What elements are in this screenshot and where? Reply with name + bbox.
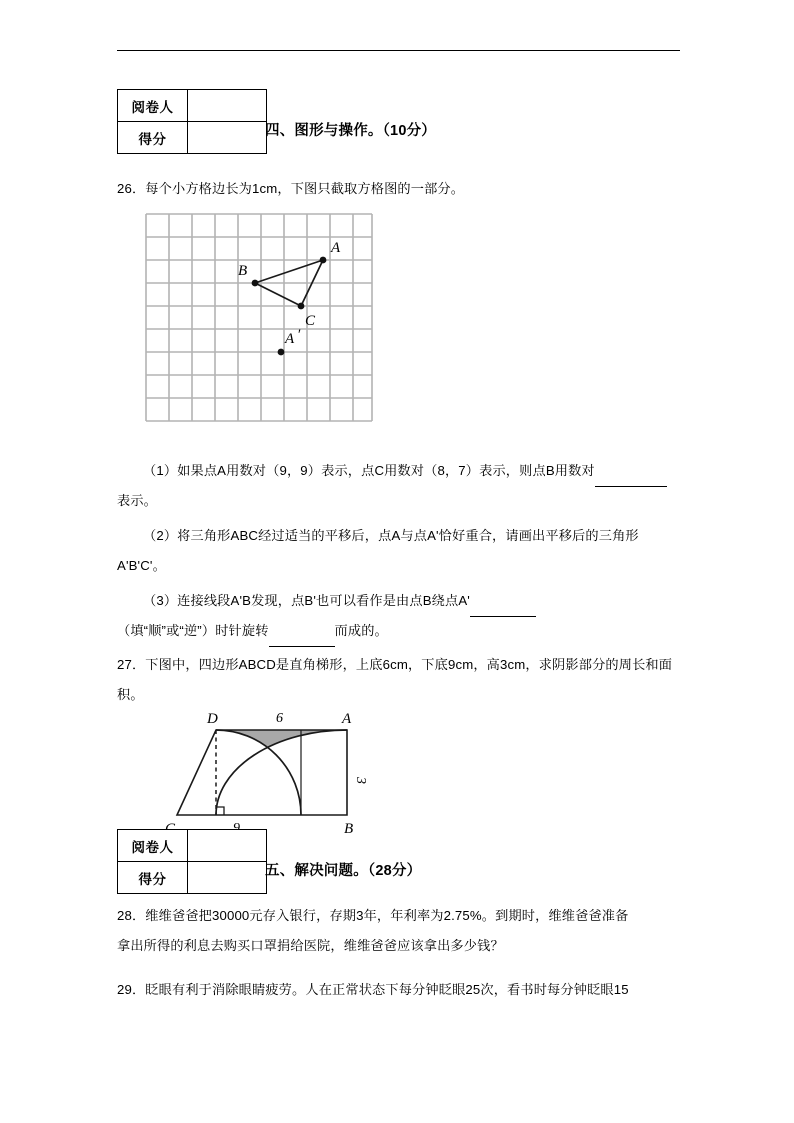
- score-label-5: 得分: [118, 862, 188, 894]
- score-label-4: 得分: [118, 122, 188, 154]
- dim-height: 3: [353, 777, 368, 784]
- table-row: [118, 862, 267, 894]
- table-row: [118, 830, 267, 862]
- shade-cut-lower: [216, 730, 301, 815]
- q26-p1-text: （1）如果点A用数对（9，9）表示，点C用数对（8，7）表示，则点B用数对: [143, 463, 595, 478]
- point-c: [298, 303, 305, 310]
- question-27-figure: [160, 706, 390, 836]
- point-a-prime: [278, 349, 285, 356]
- q26-p3-blank-1[interactable]: [470, 586, 536, 617]
- q26-p3-text-a: （3）连接线段A'B发现，点B'也可以看作是由点B绕点A': [143, 593, 470, 608]
- q26-p3-text-c: 而成的。: [334, 623, 388, 638]
- table-row: [118, 90, 267, 122]
- question-26-stem: 26．每个小方格边长为1cm，下图只截取方格图的一部分。: [117, 181, 465, 196]
- grading-table-section-four: [117, 89, 267, 154]
- point-a: [320, 257, 327, 264]
- section-heading-five: 五、解决问题。（28分）: [265, 863, 422, 879]
- question-26-part1-line1: [117, 456, 667, 487]
- score-blank-4[interactable]: [188, 122, 267, 154]
- question-27-stem: 27．下图中，四边形ABCD是直角梯形，上底6cm，下底9cm，高3cm，求阴影部分的周长和面积。: [117, 657, 673, 702]
- header-rule: [117, 50, 680, 51]
- section-heading-four: 四、图形与操作。（10分）: [265, 123, 436, 139]
- question-26-figure: [145, 213, 381, 432]
- question-26-part3-line2: [117, 616, 388, 647]
- reviewer-blank-4[interactable]: [188, 90, 267, 122]
- question-26-part3-line1: [117, 586, 536, 617]
- reviewer-label-4: 阅卷人: [118, 90, 188, 122]
- label-b: B: [238, 263, 248, 279]
- table-row: [118, 122, 267, 154]
- trapezoid-svg: [160, 706, 390, 836]
- q26-p3-blank-2[interactable]: [269, 616, 335, 647]
- q26-p1-blank[interactable]: [595, 456, 667, 487]
- question-29-line1: 29．眨眼有利于消除眼睛疲劳。人在正常状态下每分钟眨眼25次，看书时每分钟眨眼15: [117, 982, 629, 997]
- label-c: C: [305, 313, 316, 329]
- label-d: D: [207, 711, 218, 727]
- prime-mark-a: ′: [297, 327, 301, 343]
- label-a-prime: A: [285, 331, 295, 347]
- q26-p3-text-b: （填“顺”或“逆”）时针旋转: [117, 623, 269, 638]
- question-26-part2: [117, 521, 680, 581]
- dim-top: 6: [276, 711, 283, 726]
- q26-p2-text: （2）将三角形ABC经过适当的平移后，点A与点A'恰好重合，请画出平移后的三角形A'B'C'。: [117, 528, 639, 573]
- question-28-line1: 28．维维爸爸把30000元存入银行，存期3年，年利率为2.75%。到期时，维维爸爸准备: [117, 908, 629, 923]
- label-a: A: [342, 711, 352, 727]
- point-b: [252, 280, 259, 287]
- grading-table-section-five: [117, 829, 267, 894]
- score-blank-5[interactable]: [188, 862, 267, 894]
- question-26-part1-line2: 表示。: [117, 493, 158, 508]
- label-b: B: [344, 821, 354, 837]
- reviewer-label-5: 阅卷人: [118, 830, 188, 862]
- shaded-region: [216, 730, 347, 815]
- grid-svg: [145, 213, 381, 432]
- reviewer-blank-5[interactable]: [188, 830, 267, 862]
- question-28-line2: 拿出所得的利息去购买口罩捐给医院，维维爸爸应该拿出多少钱？: [117, 938, 504, 953]
- label-a: A: [331, 240, 341, 256]
